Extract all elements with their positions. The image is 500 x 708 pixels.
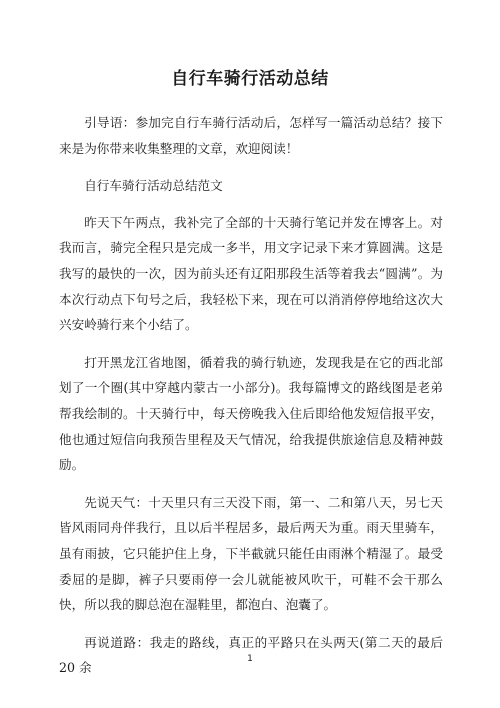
document-body xyxy=(59,110,443,693)
section-heading: 自行车骑行活动总结范文 xyxy=(84,178,223,194)
body-paragraph-3: 先说天气：十天里只有三天没下雨，第一、二和第八天，另七天皆风雨同舟伴我行，且以后半程居多，最后两天为重。雨天里骑车，虽有雨披，它只能护住上身，下半截就只能任由雨淋个精湿了。最受委屈的是脚，裤子只要雨停一会儿就能被风吹干，可鞋不会干那么快，所以我的脚总泡在湿鞋里，都泡白、泡囊了。 xyxy=(59,494,443,613)
body-paragraph-4: 再说道路：我走的路线，真正的平路只在头两天(第二天的最后 20 余 xyxy=(59,634,443,676)
page-number: 1 xyxy=(247,654,253,664)
body-paragraph-2: 打开黑龙江省地图，循着我的骑行轨迹，发现我是在它的西北部划了一个圈(其中穿越内蒙古一小部分)。我每篇博文的路线图是老弟帮我绘制的。十天骑行中，每天傍晚我入住后即给他发短信报平安，他也通过短信向我预告里程及天气情况，给我提供旅途信息及精神鼓励。 xyxy=(59,354,443,473)
body-paragraph-1: 昨天下午两点，我补完了全部的十天骑行笔记并发在博客上。对我而言，骑完全程只是完成一多半，用文字记录下来才算圆满。这是我写的最快的一次，因为前头还有辽阳那段生活等着我去“圆满”。为本次行动点下句号之后，我轻松下来，现在可以消消停停地给这次大兴安岭骑行来个小结了。 xyxy=(59,214,443,333)
document-title: 自行车骑行活动总结 xyxy=(171,69,329,89)
intro-paragraph: 引导语：参加完自行车骑行活动后，怎样写一篇活动总结？接下来是为你带来收集整理的文章，欢迎阅读！ xyxy=(59,115,443,156)
